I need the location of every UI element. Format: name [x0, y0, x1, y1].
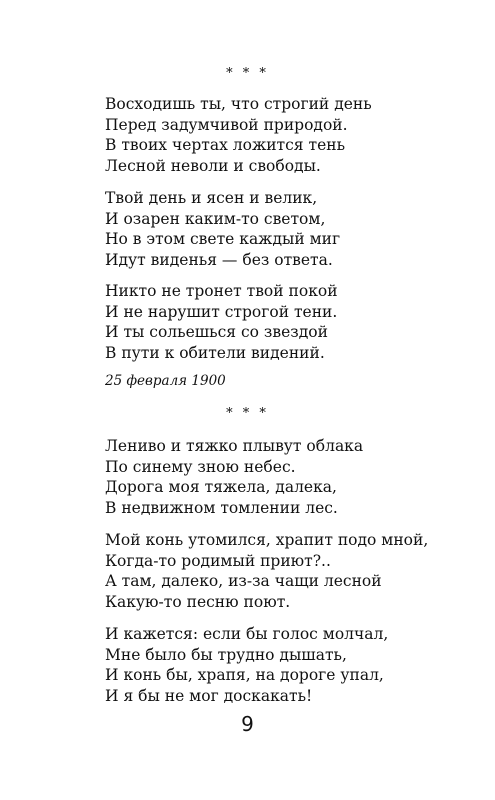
verse-line: А там, далеко, из-за чащи лесной	[105, 572, 382, 590]
verse-line: По синему зною небес.	[105, 457, 296, 476]
verse-line: И озарен каким-то светом,	[105, 209, 326, 228]
verse-line: В пути к обители видений.	[105, 343, 325, 362]
poem-1-stanza-1	[105, 94, 475, 176]
poem-2-stanza-3	[105, 624, 475, 706]
verse-line: Какую-то песню поют.	[105, 592, 291, 611]
verse-line: Восходишь ты, что строгий день	[105, 95, 372, 113]
verse-line: Твой день и ясен и велик,	[105, 189, 318, 207]
verse-line: В недвижном томлении лес.	[105, 498, 338, 517]
poem-1-date: 25 февраля 1900	[105, 373, 226, 389]
poem-2-stanza-2	[105, 530, 475, 612]
poem-1-stanza-2	[105, 188, 475, 270]
verse-line: Лениво и тяжко плывут облака	[105, 437, 364, 455]
verse-line: Никто не тронет твой покой	[105, 282, 338, 300]
verse-line: Дорога моя тяжела, далека,	[105, 478, 337, 496]
verse-line: И я бы не мог доскакать!	[105, 686, 313, 705]
poem-2-separator: * * *	[226, 406, 269, 421]
verse-line: Когда-то родимый приют?..	[105, 551, 331, 570]
poem-1-stanza-3	[105, 281, 475, 363]
verse-line: Перед задумчивой природой.	[105, 115, 348, 134]
verse-line: Идут виденья — без ответа.	[105, 250, 333, 269]
verse-line: В твоих чертах ложится тень	[105, 136, 346, 154]
poem-1-separator: * * *	[226, 66, 269, 81]
verse-line: Мой конь утомился, храпит подо мной,	[105, 531, 429, 549]
verse-line: И ты сольешься со звездой	[105, 323, 328, 341]
verse-line: Мне было бы трудно дышать,	[105, 645, 347, 664]
page-number: 9	[241, 712, 254, 736]
verse-line: Но в этом свете каждый миг	[105, 230, 341, 248]
verse-line: И кажется: если бы голос молчал,	[105, 625, 389, 643]
verse-line: Лесной неволи и свободы.	[105, 156, 321, 175]
verse-line: И конь бы, храпя, на дороге упал,	[105, 666, 384, 684]
verse-line: И не нарушит строгой тени.	[105, 302, 338, 321]
poem-2-stanza-1	[105, 436, 475, 518]
